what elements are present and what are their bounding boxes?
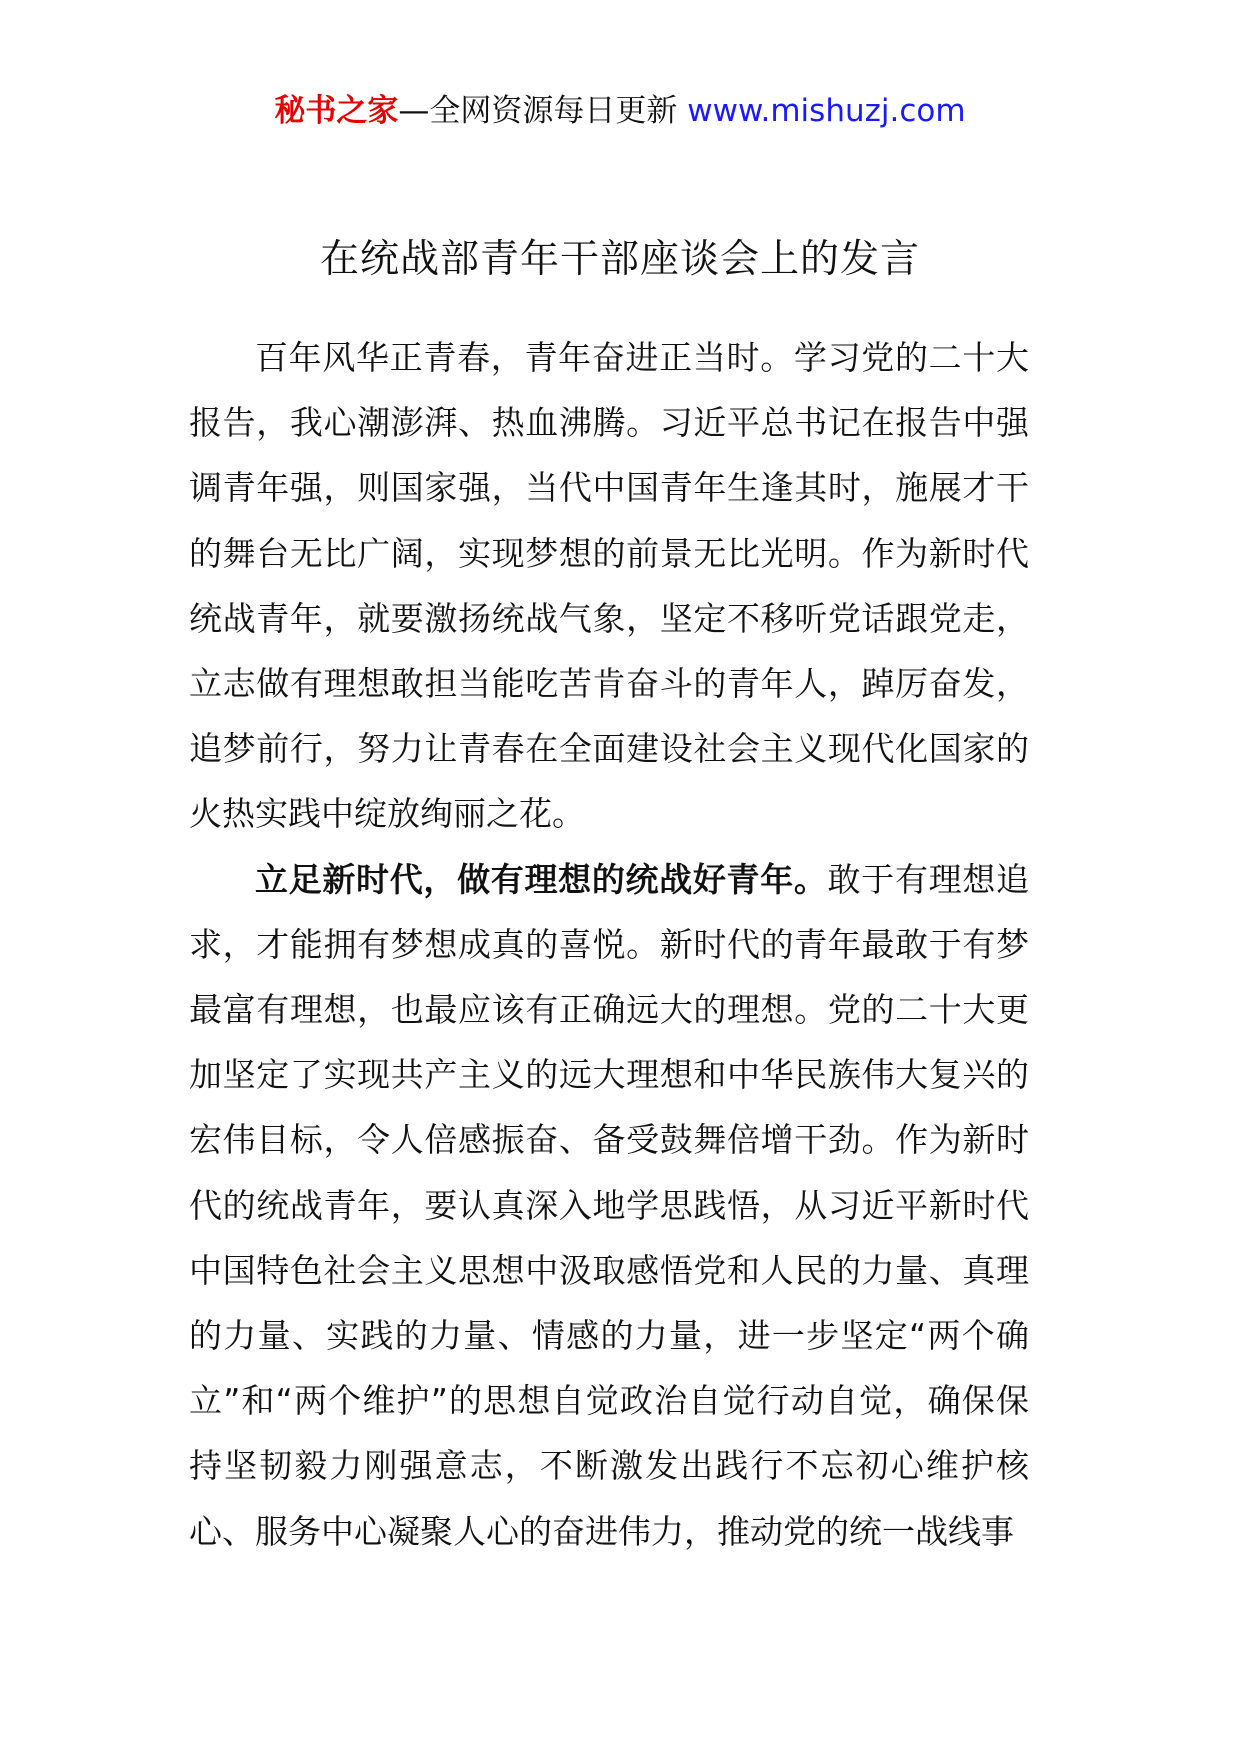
document-title: 在统战部青年干部座谈会上的发言 xyxy=(319,237,920,282)
paragraph-intro xyxy=(189,325,1029,847)
site-brand: 秘书之家 xyxy=(274,93,399,129)
site-url-link[interactable]: www.mishuzj.com xyxy=(687,93,966,129)
paragraph-section-1 xyxy=(189,847,1029,1564)
site-header xyxy=(0,88,1240,134)
document-body xyxy=(189,325,1029,1564)
paragraph-section-1-lead: 立足新时代，做有理想的统战好青年。 xyxy=(255,859,828,899)
paragraph-intro-text: 百年风华正青春，青年奋进正当时。学习党的二十大报告，我心潮澎湃、热血沸腾。习近平总书记在报告中强调青年强，则国家强，当代中国青年生逢其时，施展才干的舞台无比广阔，实现梦想的前景无比光明。作为新时代统战青年，就要激扬统战气象，坚定不移听党话跟党走，立志做有理想敢担当能吃苦肯奋斗的青年人，踔厉奋发，追梦前行，努力让青春在全面建设社会主义现代化国家的火热实践中绽放绚丽之花。 xyxy=(189,338,1029,834)
paragraph-section-1-text: 敢于有理想追求，才能拥有梦想成真的喜悦。新时代的青年最敢于有梦最富有理想，也最应该有正确远大的理想。党的二十大更加坚定了实现共产主义的远大理想和中华民族伟大复兴的宏伟目标，令人倍感振奋、备受鼓舞倍增干劲。作为新时代的统战青年，要认真深入地学思践悟，从习近平新时代中国特色社会主义思想中汲取感悟党和人民的力量、真理的力量、实践的力量、情感的力量，进一步坚定“两个确立”和“两个维护”的思想自觉政治自觉行动自觉，确保保持坚韧毅力刚强意志，不断激发出践行不忘初心维护核心、服务中心凝聚人心的奋进伟力，推动党的统一战线事 xyxy=(189,859,1030,1551)
site-tagline: —全网资源每日更新 xyxy=(398,93,678,129)
